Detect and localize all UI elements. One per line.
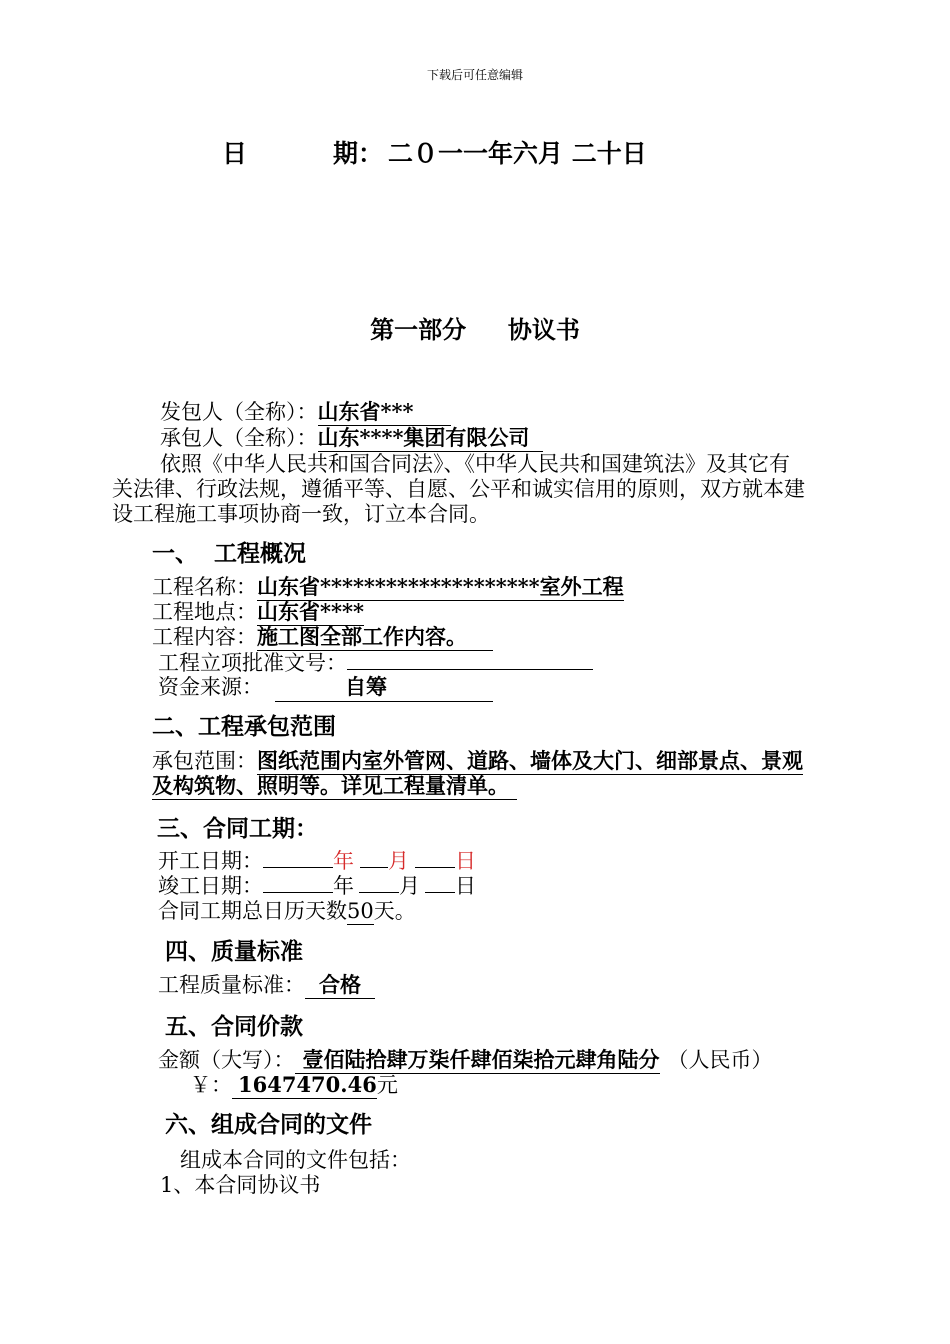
total-days-prefix: 合同工期总日历天数 xyxy=(158,899,347,923)
contractor-value: 山东****集团有限公司 xyxy=(318,425,544,452)
price-currency: （人民币） xyxy=(667,1048,773,1072)
finish-month-unit: 月 xyxy=(399,874,420,898)
section-6-heading: 六、组成合同的文件 xyxy=(165,1112,372,1138)
start-day-unit: 日 xyxy=(455,849,476,873)
quality-label: 工程质量标准： xyxy=(158,973,305,997)
price-number-value: 1647470.46 xyxy=(232,1072,377,1099)
preamble-line-2: 关法律、行政法规，遵循平等、自愿、公平和诚实信用的原则，双方就本建 xyxy=(112,477,805,501)
section-2-heading: 二、工程承包范围 xyxy=(152,714,336,740)
date-label-qi: 期： xyxy=(333,139,384,168)
project-content-label: 工程内容： xyxy=(152,625,257,649)
finish-year-unit: 年 xyxy=(333,874,354,898)
preamble-line-1: 依照《中华人民共和国合同法》、《中华人民共和国建筑法》及其它有 xyxy=(160,452,790,476)
price-yen-label: ￥： xyxy=(190,1073,232,1097)
start-date-line xyxy=(158,847,476,874)
approval-number-blank xyxy=(347,649,593,670)
price-words-line xyxy=(158,1047,773,1073)
project-content-line xyxy=(152,624,493,650)
start-year-blank xyxy=(263,847,333,868)
section-3-heading: 三、合同工期： xyxy=(157,816,318,842)
employer-label: 发包人（全称）： xyxy=(160,400,318,424)
scope-line-2 xyxy=(152,773,517,799)
part-title: 第一部分 协议书 xyxy=(370,315,580,344)
documents-intro: 组成本合同的文件包括： xyxy=(180,1148,411,1172)
project-site-line xyxy=(152,599,364,625)
finish-day-unit: 日 xyxy=(455,874,476,898)
section-4-heading: 四、质量标准 xyxy=(165,939,303,965)
scope-value-2: 及构筑物、照明等。详见工程量清单。 xyxy=(152,773,517,800)
price-words-label: 金额（大写）： xyxy=(158,1048,295,1072)
date-label-ri: 日 xyxy=(222,139,248,168)
project-name-label: 工程名称： xyxy=(152,575,257,599)
fund-source-line xyxy=(158,674,493,702)
start-day-blank xyxy=(415,847,455,868)
project-content-value: 施工图全部工作内容。 xyxy=(257,624,493,651)
scope-label: 承包范围： xyxy=(152,749,257,773)
finish-date-line xyxy=(158,872,476,899)
finish-month-blank xyxy=(359,872,399,893)
fund-source-label: 资金来源： xyxy=(158,675,263,699)
quality-value: 合格 xyxy=(305,972,375,999)
approval-number-line xyxy=(158,649,593,676)
total-days-suffix: 天。 xyxy=(373,899,416,923)
contractor-label: 承包人（全称）： xyxy=(160,426,318,450)
project-name-value: 山东省********************室外工程 xyxy=(257,574,624,599)
scope-value-1: 图纸范围内室外管网、道路、墙体及大门、细部景点、景观 xyxy=(257,748,803,773)
section-5-heading: 五、合同价款 xyxy=(165,1014,303,1040)
start-year-unit: 年 xyxy=(333,849,354,873)
approval-number-label: 工程立项批准文号： xyxy=(158,651,347,675)
preamble-line-3: 设工程施工事项协商一致，订立本合同。 xyxy=(112,502,490,526)
project-site-label: 工程地点： xyxy=(152,600,257,624)
price-words-value: 壹佰陆拾肆万柒仟肆佰柒拾元肆角陆分 xyxy=(295,1047,660,1074)
total-days-value: 50 xyxy=(347,899,374,923)
price-number-line xyxy=(190,1072,398,1098)
contractor-line xyxy=(160,425,543,451)
date-value: 二０一一年六月 二十日 xyxy=(388,139,647,168)
scope-line-1 xyxy=(152,748,803,774)
finish-day-blank xyxy=(425,872,455,893)
employer-value: 山东省*** xyxy=(318,399,452,426)
price-unit: 元 xyxy=(376,1073,398,1097)
project-name-line xyxy=(152,574,624,600)
project-site-value: 山东省**** xyxy=(257,599,364,624)
quality-line xyxy=(158,972,375,998)
total-days-line xyxy=(158,898,416,924)
section-1-heading: 一、 工程概况 xyxy=(152,541,307,567)
employer-line xyxy=(160,399,451,425)
finish-date-label: 竣工日期： xyxy=(158,874,263,898)
documents-item-1: 1、本合同协议书 xyxy=(160,1173,321,1197)
start-month-unit: 月 xyxy=(388,849,409,873)
start-month-blank xyxy=(360,847,388,868)
finish-year-blank xyxy=(263,872,333,893)
page-header-note: 下载后可任意编辑 xyxy=(426,68,523,82)
start-date-label: 开工日期： xyxy=(158,849,263,873)
fund-source-value: 自筹 xyxy=(275,674,493,702)
